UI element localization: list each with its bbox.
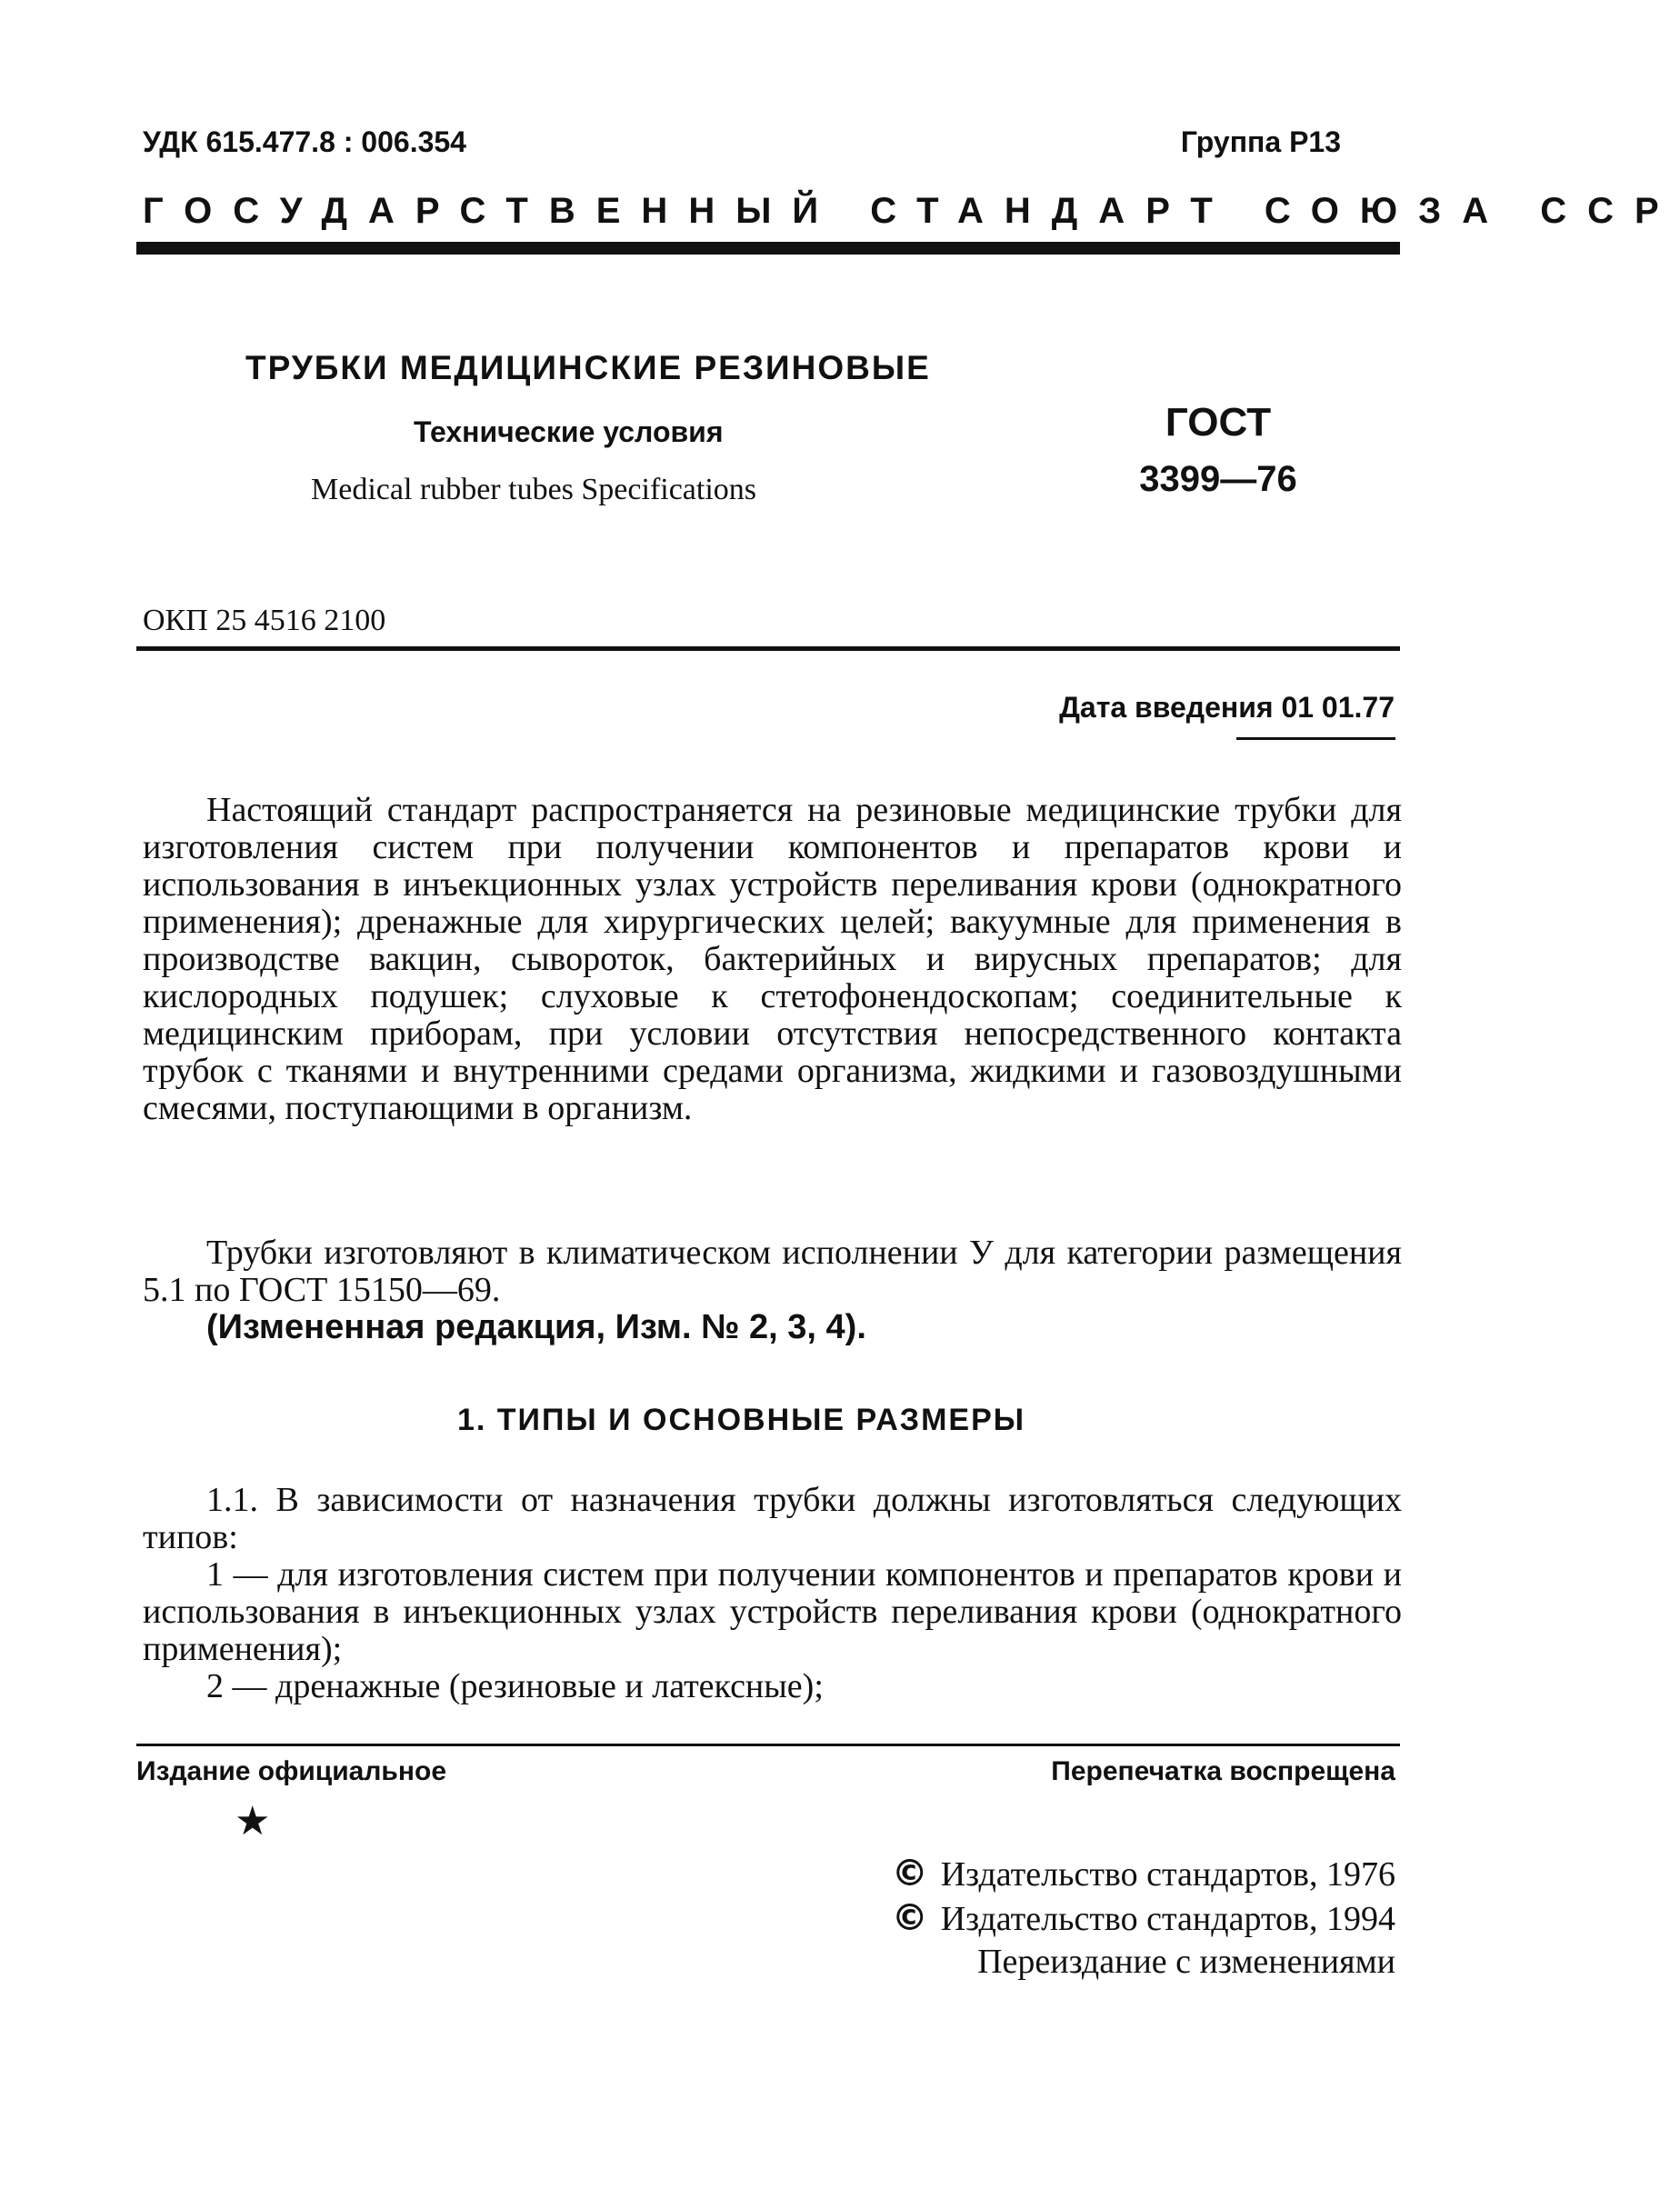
official-edition-label: Издание официальное [136,1756,447,1786]
type-1-item: 1 — для изготовления систем при получении компонентов и препаратов крови и использования в инъекционных узлах устройств переливания крови (однократного применения); [143,1555,1402,1668]
gost-number: 3399—76 [1139,459,1297,499]
okp-code: ОКП 25 4516 2100 [143,604,386,637]
header-divider [136,242,1400,255]
copyright-line-2 [892,1897,1395,1939]
okp-divider [136,646,1400,651]
copyright-text-2: Издательство стандартов, 1994 [940,1900,1395,1938]
reprint-prohibited-label: Перепечатка воспрещена [1051,1756,1395,1786]
section-1-heading: 1. ТИПЫ И ОСНОВНЫЕ РАЗМЕРЫ [456,1403,1026,1437]
footer-divider [136,1744,1400,1746]
scope-paragraph: Настоящий стандарт распространяется на резиновые медицинские трубки для изготовления систем при получении компонентов и препаратов крови и использования в инъекционных узлах устройств переливания крови (однократного применения); дренажные для хирургических целей; вакуумные для применения в производстве вакцин, сывороток, бактерийных и вирусных препаратов; для кислородных подушек; слуховые к стетофонендоскопам; соединительные к медицинским приборам, при условии отсутствия непосредственного контакта трубок с тканями и внутренними средами организма, жидкими и газовоздушными смесями, поступающими в организм. [143,791,1402,1127]
introduction-date: Дата введения 01 01.77 [1059,691,1395,724]
document-title-english: Medical rubber tubes Specifications [311,473,757,506]
copyright-text-1: Издательство стандартов, 1976 [940,1855,1395,1894]
copyright-line-1 [892,1853,1395,1894]
climate-paragraph: Трубки изготовляют в климатическом исполнении У для категории размещения 5.1 по ГОСТ 15150—69. [143,1234,1402,1309]
clause-1-1: 1.1. В зависимости от назначения трубки должны изготовляться следующих типов: [143,1481,1402,1556]
gost-label: ГОСТ [1165,400,1272,445]
amendment-note: (Измененная редакция, Изм. № 2, 3, 4). [206,1308,866,1346]
udk-code: УДК 615.477.8 : 006.354 [143,125,466,158]
type-2-item: 2 — дренажные (резиновые и латексные); [206,1667,824,1705]
document-title: ТРУБКИ МЕДИЦИНСКИЕ РЕЗИНОВЫЕ [245,349,931,386]
copyright-icon: © [891,1853,928,1894]
copyright-icon: © [891,1897,928,1939]
state-standard-heading: ГОСУДАРСТВЕННЫЙ СТАНДАРТ СОЮЗА ССР [143,191,1680,231]
star-icon: ★ [235,1799,271,1844]
document-subtitle: Технические условия [414,415,724,448]
group-code: Группа Р13 [1180,125,1341,158]
introduction-date-underline [1236,737,1395,740]
reissue-note: Переиздание с изменениями [977,1943,1395,1981]
